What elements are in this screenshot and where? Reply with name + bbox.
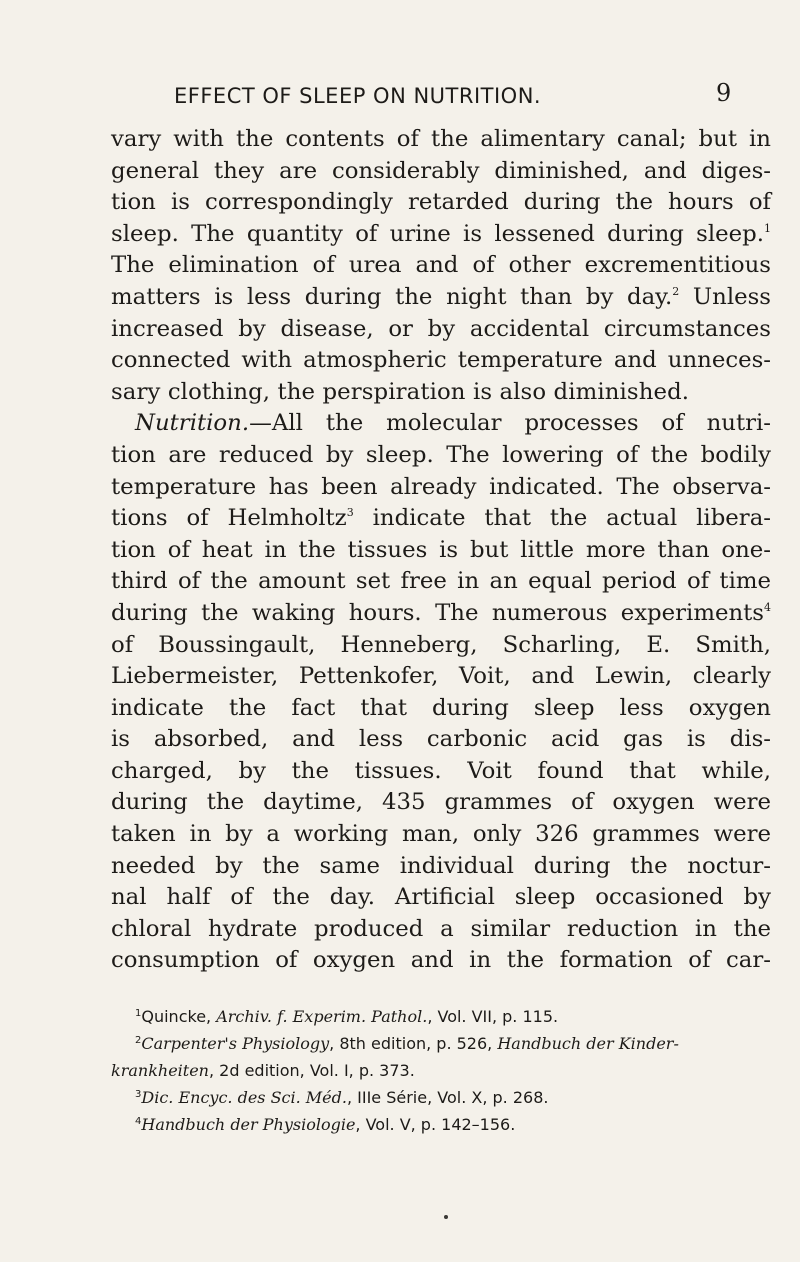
text-line: Liebermeister, Pettenkofer, Voit, and Lewin, clearly xyxy=(111,663,771,690)
footnote-mark: 2 xyxy=(672,284,680,298)
text-segment: —All the molecular processes of nutri- xyxy=(249,410,771,437)
text-line xyxy=(111,219,771,251)
footnote-mark: 4 xyxy=(764,600,771,614)
footnote-2-continued xyxy=(111,1057,771,1084)
footnote-text: Quincke, xyxy=(141,1007,217,1026)
footnote-mark: 4 xyxy=(135,1116,142,1127)
text-line: tion is correspondingly retarded during the hours of xyxy=(111,189,771,216)
footnote-text: , 2d edition, Vol. I, p. 373. xyxy=(208,1061,415,1080)
text-segment: Unless xyxy=(679,283,771,310)
text-segment: during the waking hours. The numerous experiments xyxy=(111,599,764,626)
footnote-title: Handbuch der Physiologie xyxy=(141,1115,356,1134)
footnote-4 xyxy=(111,1111,771,1138)
text-line: general they are considerably diminished, and diges- xyxy=(111,157,771,184)
text-line: tion are reduced by sleep. The lowering of the bodily xyxy=(111,441,771,468)
text-segment: indicate that the actual libera- xyxy=(353,505,771,532)
footnote-text: , Vol. VII, p. 115. xyxy=(427,1007,559,1026)
text-line xyxy=(111,282,771,314)
footnote-text: , Vol. V, p. 142–156. xyxy=(355,1115,516,1134)
text-line: chloral hydrate produced a similar reduction in the xyxy=(111,915,771,942)
text-line: vary with the contents of the alimentary canal; but in xyxy=(111,126,771,152)
text-line: third of the amount set free in an equal period of time xyxy=(111,568,771,595)
footnote-3 xyxy=(111,1084,771,1111)
text-line: taken in by a working man, only 326 grammes were xyxy=(111,821,771,848)
text-line: is absorbed, and less carbonic acid gas is dis- xyxy=(111,726,771,753)
text-line: of Boussingault, Henneberg, Scharling, E. Smith, xyxy=(111,631,771,658)
text-segment: sleep. The quantity of urine is lessened during sleep. xyxy=(111,220,764,247)
footnote-mark: 1 xyxy=(135,1008,142,1019)
footnote-title: Handbuch der Kinder- xyxy=(497,1034,679,1053)
text-line: nal half of the day. Artificial sleep occasioned by xyxy=(111,884,771,911)
text-line: connected with atmospheric temperature and unneces- xyxy=(111,347,771,374)
text-line: The elimination of urea and of other excrementitious xyxy=(111,252,771,279)
text-line: needed by the same individual during the noctur- xyxy=(111,852,771,879)
text-segment: tions of Helmholtz xyxy=(111,505,347,532)
footnote-text: , IIIe Série, Vol. X, p. 268. xyxy=(346,1088,549,1107)
footnote-1 xyxy=(111,1003,771,1030)
footnote-mark: 3 xyxy=(346,506,354,520)
text-line xyxy=(111,503,771,535)
section-heading: Nutrition. xyxy=(135,410,250,437)
footnote-title: Dic. Encyc. des Sci. Méd. xyxy=(141,1088,347,1107)
text-line: tion of heat in the tissues is but little more than one- xyxy=(111,536,771,563)
text-line: charged, by the tissues. Voit found that while, xyxy=(111,757,771,784)
footnote-mark: 3 xyxy=(135,1089,142,1100)
footnote-title: krankheiten xyxy=(111,1061,209,1080)
text-line xyxy=(111,598,771,630)
text-line: indicate the fact that during sleep less oxygen xyxy=(111,694,771,721)
text-line: consumption of oxygen and in the formation of car- xyxy=(111,947,771,974)
text-line: increased by disease, or by accidental circumstances xyxy=(111,315,771,342)
running-title: EFFECT OF SLEEP ON NUTRITION. xyxy=(174,84,542,108)
body-text xyxy=(111,124,771,977)
footnote-2 xyxy=(111,1030,771,1057)
text-line: sary clothing, the perspiration is also diminished. xyxy=(111,378,690,405)
page-number: 9 xyxy=(716,79,732,107)
footnote-mark: 1 xyxy=(764,221,771,235)
footnote-text: , 8th edition, p. 526, xyxy=(329,1034,498,1053)
print-speck xyxy=(444,1215,448,1219)
footnote-title: Archiv. f. Experim. Pathol. xyxy=(216,1007,428,1026)
footnote-mark: 2 xyxy=(135,1035,142,1046)
text-line: during the daytime, 435 grammes of oxygen were xyxy=(111,789,771,816)
text-line: temperature has been already indicated. The observa- xyxy=(111,473,771,500)
text-segment: matters is less during the night than by day. xyxy=(111,283,673,310)
text-line xyxy=(111,408,771,440)
footnotes xyxy=(111,1003,771,1138)
footnote-title: Carpenter's Physiology xyxy=(141,1034,330,1053)
